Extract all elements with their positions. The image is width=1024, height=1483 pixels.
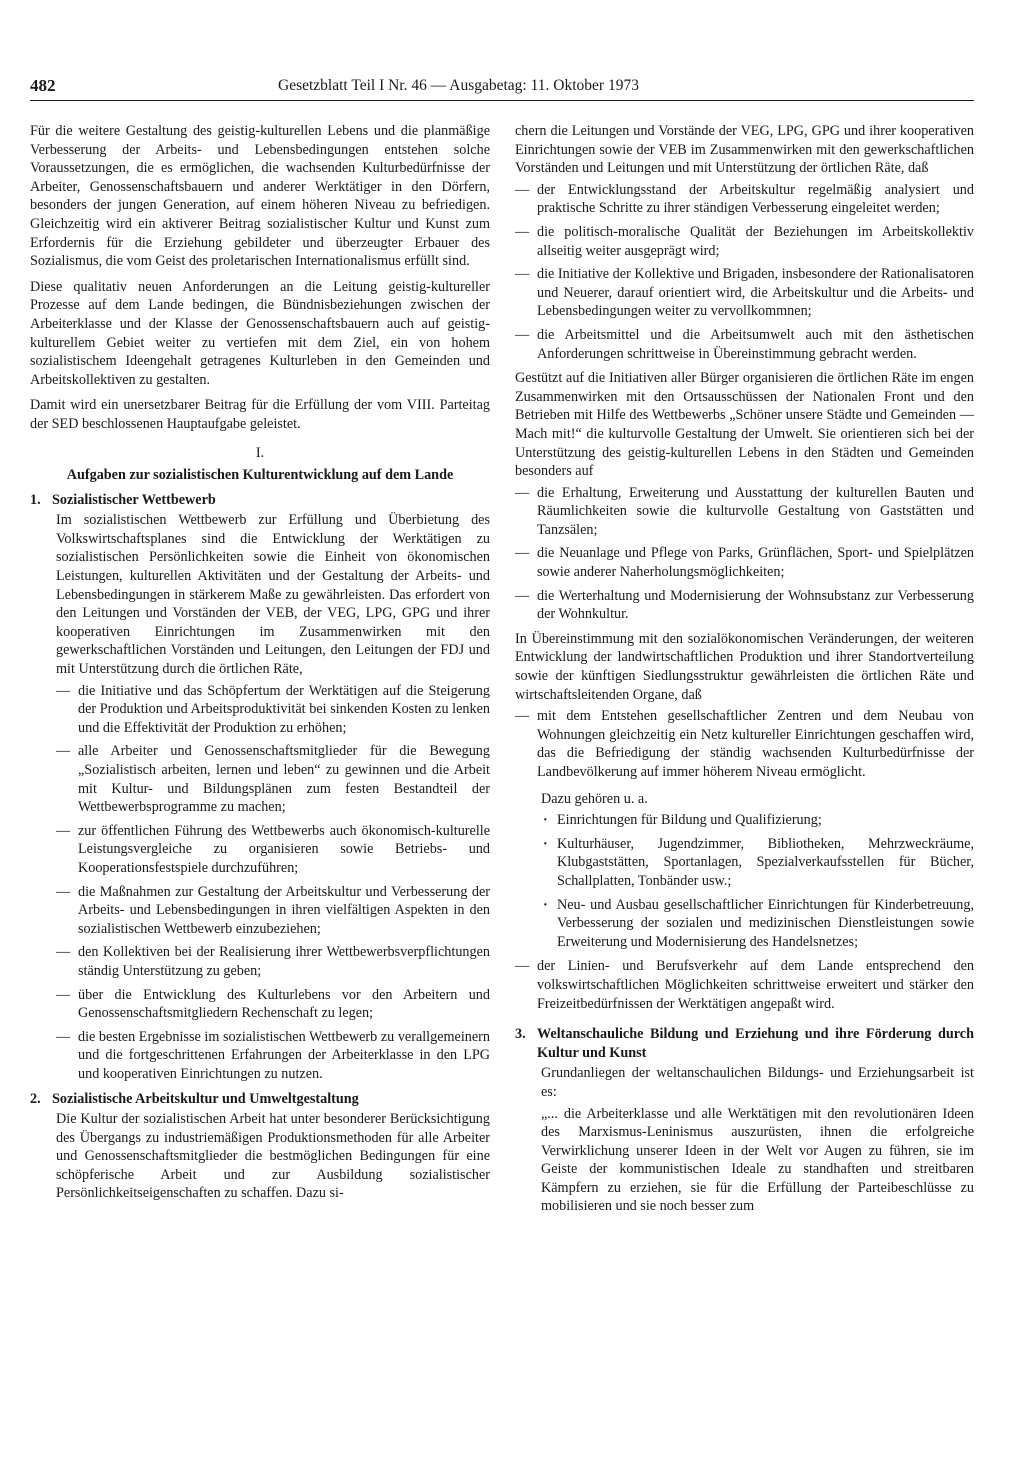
list-item: — alle Arbeiter und Genossenschaftsmitglieder für die Bewegung „Sozialistisch arbeiten, lernen und leben“ zu gewinnen und die Arbeit mit Kultur- und Bildungsplänen zum festen Bestandteil der Wettbewerbsprogramme zu machen; xyxy=(56,742,490,816)
section-title: Aufgaben zur sozialistischen Kulturentwicklung auf dem Lande xyxy=(66,467,454,484)
page-number: 482 xyxy=(30,76,56,95)
list-item: — die Initiative der Kollektive und Brigaden, insbesondere der Rationalisatoren und Neuerer, darauf orientiert wird, die Arbeitskultur und die Arbeits- und Lebensbedingungen weiter zu vervollkommnen; xyxy=(515,265,974,321)
transport-list xyxy=(515,957,974,1013)
list-item: · Einrichtungen für Bildung und Qualifizierung; xyxy=(541,811,974,830)
settlement-list xyxy=(515,707,974,781)
subsection-3-title: Weltanschauliche Bildung und Erziehung und ihre Förderung durch Kultur und Kunst xyxy=(537,1026,974,1061)
intro-paragraph-1: Für die weitere Gestaltung des geistig-kulturellen Lebens und die planmäßige Verbesserung der Arbeits- und Lebensbedingungen entstehen solche Voraussetzungen, die es ermöglichen, die wachsenden Kulturbedürfnisse der Arbeiter, Genossenschaftsbauern und anderer Werktätiger in den Dörfern, besonders der jungen Generation, auf einem höheren Niveau zu befriedigen. Gleichzeitig wird ein aktiverer Beitrag sozialistischer Kultur und Kunst zum Erfordernis für die Erziehung gebildeter und überzeugter Erbauer des Sozialismus, die vom Geist des proletarischen Internationalismus erfüllt sind. xyxy=(30,123,490,270)
subsection-1-list xyxy=(56,682,490,1084)
running-head: Gesetzblatt Teil I Nr. 46 — Ausgabetag: 11. Oktober 1973 xyxy=(278,77,639,94)
left-column xyxy=(30,122,490,1210)
subsection-2-heading xyxy=(30,1090,490,1109)
intro-paragraph-2: Diese qualitativ neuen Anforderungen an die Leitung geistig-kultureller Prozesse auf dem Lande bedingen, die Bündnisbeziehungen zwischen der Arbeiterklasse und der Klasse der Genossenschaftsbauern auch auf geistig-kulturellem Gebiet weiter zu vertiefen mit dem Ziel, ein von hohem sozialistischem Ideengehalt getragenes Kulturleben in den Gemeinden und Arbeitskollektiven zu gestalten. xyxy=(30,278,490,388)
settlement-paragraph: In Übereinstimmung mit den sozialökonomischen Veränderungen, der weiteren Entwicklung der landwirtschaftlichen Produktion und ihrer Standortverteilung sowie der künftigen Siedlungsstruktur gewährleisten die örtlichen Räte und wirtschaftsleitenden Organe, daß xyxy=(515,630,974,703)
right-column xyxy=(515,122,974,1223)
list-item: — der Linien- und Berufsverkehr auf dem Lande entsprechend den volkswirtschaftlichen Möglichkeiten schrittweise erweitert und stärker den Freizeitbedürfnissen der Werktätigen angepaßt wird. xyxy=(515,957,974,1013)
facilities-list xyxy=(541,811,974,951)
list-item: — die politisch-moralische Qualität der Beziehungen im Arbeitskollektiv allseitig weiter ausgeprägt wird; xyxy=(515,223,974,260)
subsection-3-body xyxy=(541,1064,974,1216)
subsection-2-title: Sozialistische Arbeitskultur und Umweltgestaltung xyxy=(52,1090,359,1107)
subsection-1-text: Im sozialistischen Wettbewerb zur Erfüllung und Überbietung des Volkswirtschaftsplanes sind die Entwicklung der Werktätigen zu sozialistischen Persönlichkeiten sowie die Einheit von ökonomischen Leistungen, kulturellen Aktivitäten und der Gestaltung der Arbeits- und Lebensbedingungen in stärkerem Maße zu gewährleisten. Das erfordert von den Leitungen und Vorständen der VEB, der VEG, LPG, GPG und ihrer kooperativen Einrichtungen im Zusammenwirken mit den gewerkschaftlichen Vorständen und Leitungen, den Leitungen der FDJ und mit Unterstützung durch die örtlichen Räte, xyxy=(56,512,490,678)
subsection-3-heading xyxy=(515,1025,974,1062)
list-item: — die besten Ergebnisse im sozialistischen Wettbewerb zu verallgemeinern und die fortgeschrittenen Erfahrungen der Arbeiterklasse in den LPG und kooperativen Einrichtungen zu nutzen. xyxy=(56,1028,490,1084)
section-number: I. xyxy=(255,444,265,461)
intro-paragraph-3: Damit wird ein unersetzbarer Beitrag für die Erfüllung der vom VIII. Parteitag der SED beschlossenen Hauptaufgabe geleistet. xyxy=(30,397,490,432)
list-item: · Kulturhäuser, Jugendzimmer, Bibliotheken, Mehrzweckräume, Klubgaststätten, Sportanlagen, Spezialverkaufsstellen für Bücher, Schallplatten, Tonbänder usw.; xyxy=(541,835,974,891)
subsection-3-text: Grundanliegen der weltanschaulichen Bildungs- und Erziehungsarbeit ist es: xyxy=(541,1065,974,1100)
list-item: — die Erhaltung, Erweiterung und Ausstattung der kulturellen Bauten und Räumlichkeiten sowie die kulturvolle Gestaltung von Gaststätten und Tanzsälen; xyxy=(515,484,974,540)
subsection-2-text: Die Kultur der sozialistischen Arbeit hat unter besonderer Berücksichtigung des Übergangs zu industriemäßigen Produktionsmethoden für alle Arbeiter und Genossenschaftsmitglieder die bestmöglichen Bedingungen für eine schöpferische Arbeit und zur Ausbildung sozialistischer Persönlichkeitseigenschaften zu schaffen. Dazu si- xyxy=(56,1111,490,1202)
list-item: — die Neuanlage und Pflege von Parks, Grünflächen, Sport- und Spielplätzen sowie anderer Naherholungsmöglichkeiten; xyxy=(515,544,974,581)
list-item: — die Maßnahmen zur Gestaltung der Arbeitskultur und Verbesserung der Arbeits- und Lebensbedingungen in ihren vielfältigen Aspekten in den sozialistischen Wettbewerb einzubeziehen; xyxy=(56,883,490,939)
list-item: — die Arbeitsmittel und die Arbeitsumwelt auch mit den ästhetischen Anforderungen schrittweise in Übereinstimmung gebracht werden. xyxy=(515,326,974,363)
page-header xyxy=(30,76,974,101)
subsection-1-body xyxy=(56,511,490,1083)
list-item: · Neu- und Ausbau gesellschaftlicher Einrichtungen für Kinderbetreuung, Verbesserung der sozialen und medizinischen Dienstleistungen sowie Erweiterung und Modernisierung des Handelsnetzes; xyxy=(541,896,974,952)
environment-list xyxy=(515,484,974,624)
list-item: — zur öffentlichen Führung des Wettbewerbs auch ökonomisch-kulturelle Leistungsvergleiche zu organisieren sowie Betriebs- und Kooperationsfestspiele durchzuführen; xyxy=(56,822,490,878)
subsection-1-heading xyxy=(30,491,490,510)
subsection-3-number: 3. xyxy=(515,1026,526,1043)
subsection-1-title: Sozialistischer Wettbewerb xyxy=(52,491,216,508)
list-item: — über die Entwicklung des Kulturlebens vor den Arbeitern und Genossenschaftsmitgliedern Rechenschaft zu legen; xyxy=(56,986,490,1023)
list-item: — mit dem Entstehen gesellschaftlicher Zentren und dem Neubau von Wohnungen gleichzeitig ein Netz kultureller Einrichtungen geschaffen wird, das die Befriedigung der ständig wachsenden Kulturbedürfnisse der Landbevölkerung auf immer höherem Niveau ermöglicht. xyxy=(515,707,974,781)
subsection-2-body xyxy=(56,1110,490,1203)
continuation-text: chern die Leitungen und Vorstände der VEG, LPG, GPG und ihrer kooperativen Einrichtungen sowie der VEB im Zusammenwirken mit den gewerkschaftlichen Vorständen und Leitungen und mit Unterstützung der örtlichen Räte, daß xyxy=(515,123,974,177)
list-item: — den Kollektiven bei der Realisierung ihrer Wettbewerbsverpflichtungen ständig Unterstützung zu geben; xyxy=(56,943,490,980)
continuation-list xyxy=(515,181,974,363)
dazu-label: Dazu gehören u. a. xyxy=(541,790,648,807)
list-item: — die Initiative und das Schöpfertum der Werktätigen auf die Steigerung der Produktion und Arbeitsproduktivität bei sinkenden Kosten zu lenken und die Effektivität der Produktion zu erhöhen; xyxy=(56,682,490,738)
list-item: — der Entwicklungsstand der Arbeitskultur regelmäßig analysiert und praktische Schritte zu ihrer ständigen Verbesserung eingeleitet werden; xyxy=(515,181,974,218)
list-item: — die Werterhaltung und Modernisierung der Wohnsubstanz zur Verbesserung der Wohnkultur. xyxy=(515,587,974,624)
subsection-2-number: 2. xyxy=(30,1090,41,1107)
environment-paragraph: Gestützt auf die Initiativen aller Bürger organisieren die örtlichen Räte im engen Zusammenwirken mit den Ortsausschüssen der Nationalen Front und den Betrieben mit Hilfe des Wettbewerbs „Schöner unsere Städte und Gemeinden — Mach mit!“ die kulturvolle Gestaltung der Umwelt. Sie orientieren sich bei der Unterstützung des geistig-kulturellen Lebens in den Städten und Gemeinden besonders auf xyxy=(515,370,974,480)
subsection-1-number: 1. xyxy=(30,491,41,508)
subsection-3-quote: „... die Arbeiterklasse und alle Werktätigen mit den revolutionären Ideen des Marxismus-Leninismus auszurüsten, ihnen die erfolgreiche Verwirklichung unserer Ideen in der Welt vor Augen zu führen, sie im Geiste der kommunistischen Ideale zu standhaften und streitbaren Kämpfern zu erziehen, sie für die Erfüllung der Parteibeschlüsse zu mobilisieren und sie noch besser zum xyxy=(541,1105,974,1215)
